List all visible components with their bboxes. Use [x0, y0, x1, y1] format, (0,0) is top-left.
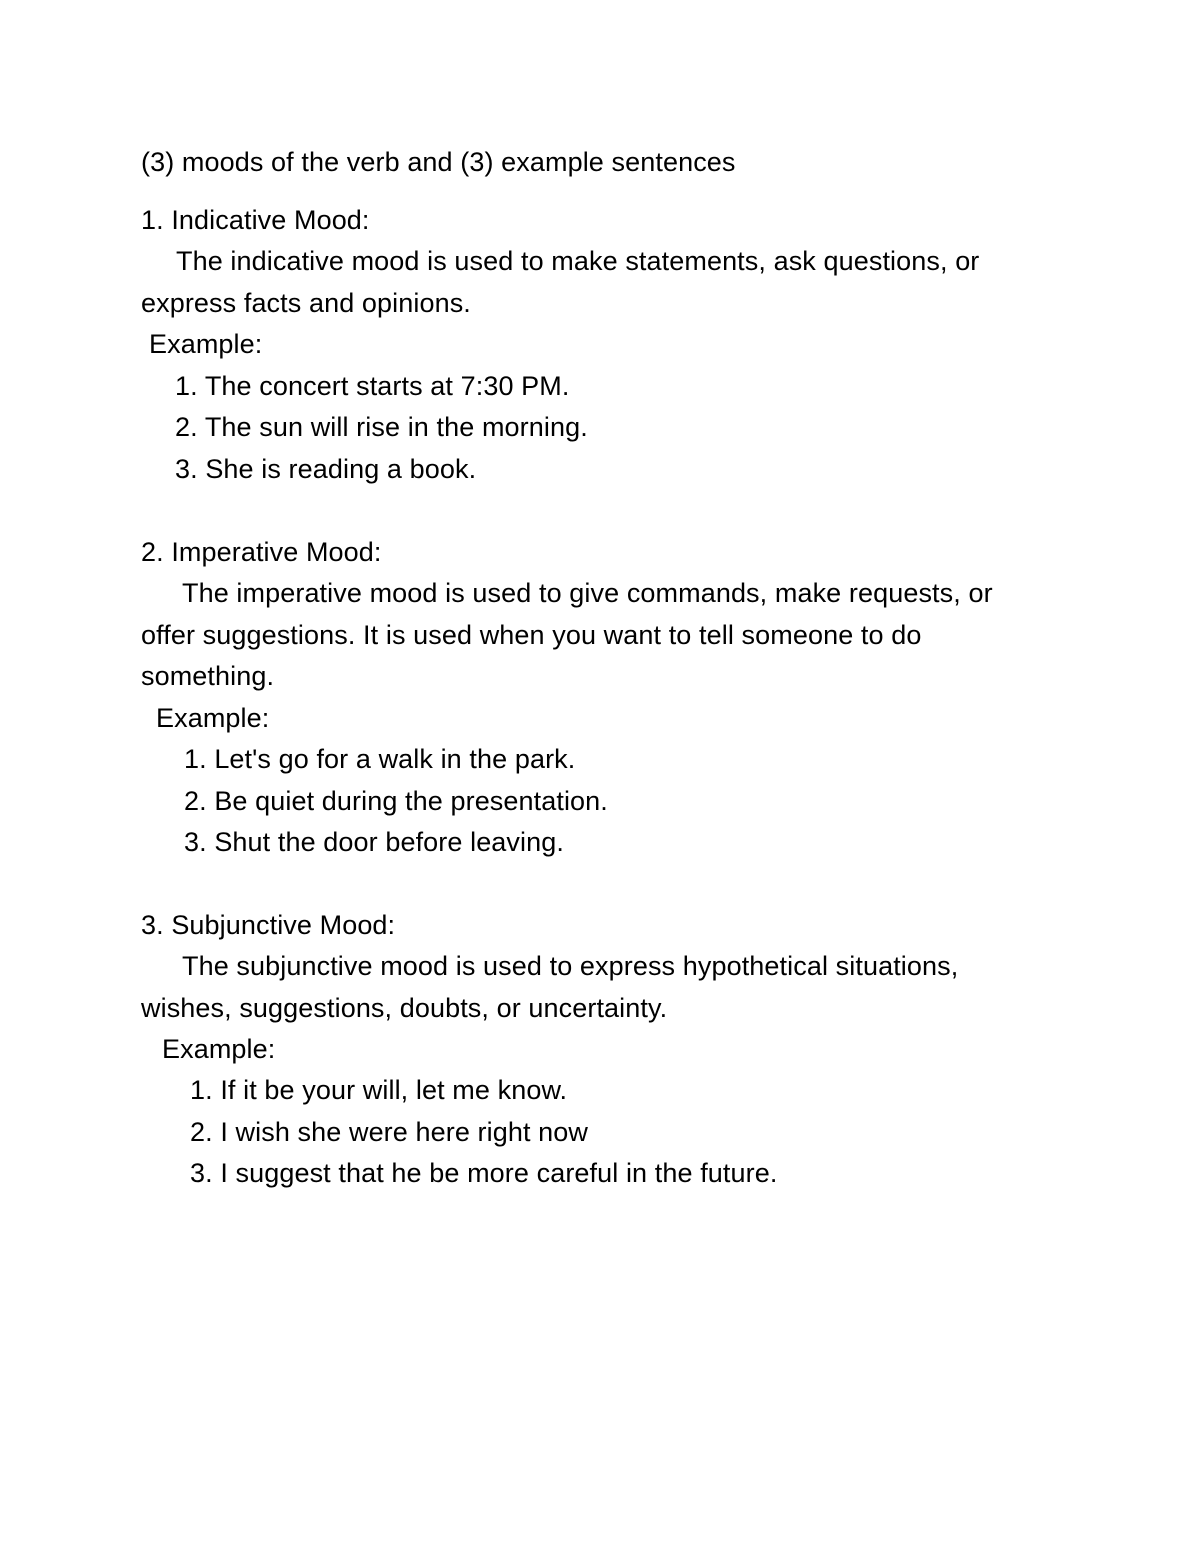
section-description-line: The indicative mood is used to make statements, ask questions, or [176, 246, 980, 276]
section-description-line: wishes, suggestions, doubts, or uncertainty. [141, 993, 668, 1023]
section-description-line: something. [141, 661, 275, 691]
example-sentence: 2. I wish she were here right now [190, 1117, 588, 1147]
example-sentence: 1. If it be your will, let me know. [190, 1075, 568, 1105]
section-description-line: The imperative mood is used to give commands, make requests, or [182, 578, 993, 608]
example-label: Example: [162, 1034, 276, 1064]
example-sentence: 2. Be quiet during the presentation. [184, 786, 608, 816]
example-sentence: 2. The sun will rise in the morning. [175, 412, 588, 442]
section-description-line: The subjunctive mood is used to express hypothetical situations, [182, 951, 959, 981]
example-label: Example: [149, 329, 263, 359]
section-heading-subjunctive: 3. Subjunctive Mood: [141, 910, 396, 940]
example-sentence: 3. I suggest that he be more careful in the future. [190, 1158, 778, 1188]
example-label: Example: [156, 703, 270, 733]
section-description-line: express facts and opinions. [141, 288, 471, 318]
section-heading-imperative: 2. Imperative Mood: [141, 537, 382, 567]
example-sentence: 3. She is reading a book. [175, 454, 477, 484]
example-sentence: 1. The concert starts at 7:30 PM. [175, 371, 570, 401]
example-sentence: 3. Shut the door before leaving. [184, 827, 564, 857]
section-heading-indicative: 1. Indicative Mood: [141, 205, 370, 235]
example-sentence: 1. Let's go for a walk in the park. [184, 744, 576, 774]
document-title: (3) moods of the verb and (3) example sentences [141, 147, 736, 177]
section-description-line: offer suggestions. It is used when you want to tell someone to do [141, 620, 922, 650]
